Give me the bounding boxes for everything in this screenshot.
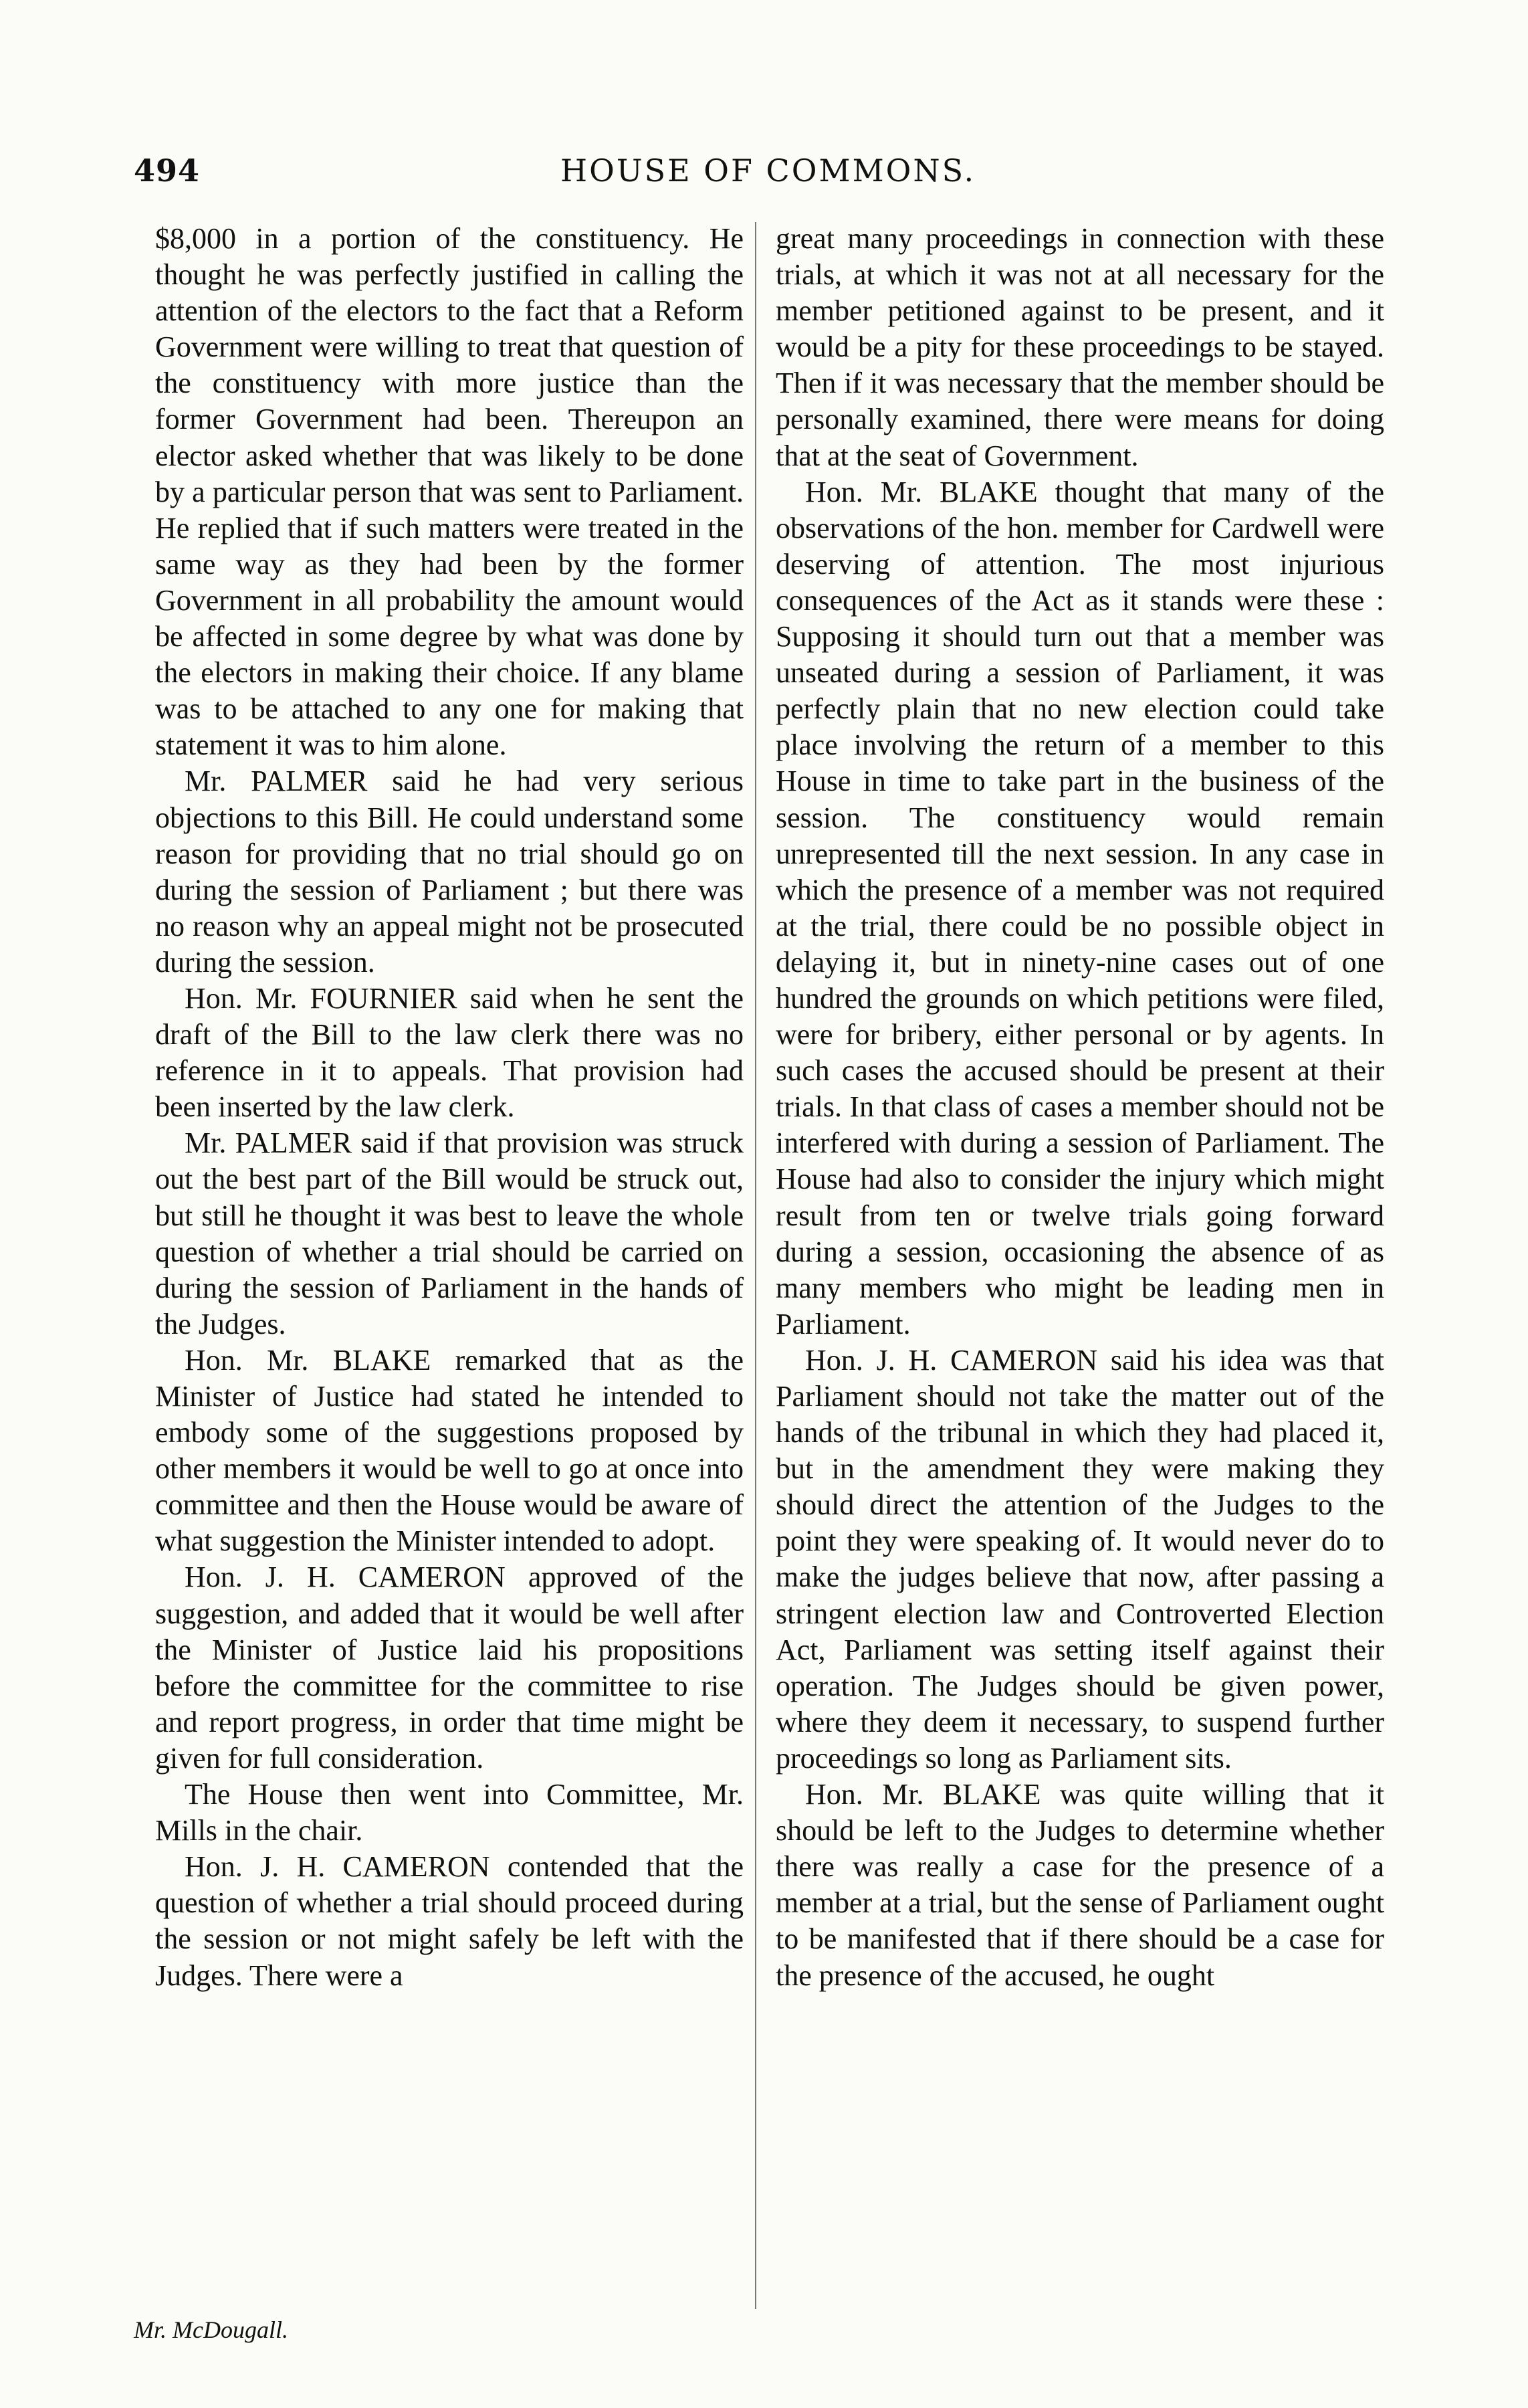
paragraph: The House then went into Committee, Mr. Mills in the chair.: [155, 1778, 744, 1847]
paragraph: Hon. J. H. CAMERON approved of the suggestion, and added that it would be well after the Minister of Justice laid his propositions before the committee for the committee to rise and report progress, in order that time might be given for full consideration.: [155, 1561, 744, 1775]
footer-signature: Mr. McDougall.: [134, 2316, 288, 2343]
paragraph: Hon. Mr. BLAKE was quite willing that it should be left to the Judges to determine whether there was really a case for the presence of a member at a trial, but the sense of Parliament ought to be manifested that if there should be a case for the presence of the accused, he ought: [776, 1778, 1384, 1992]
paragraph: Hon. J. H. CAMERON said his idea was that Parliament should not take the matter out of the hands of the tribunal in which they had placed it, but in the amendment they were making they should direct the attention of the Judges to the point they were speaking of. It would never do to make the judges believe that now, after passing a stringent election law and Controverted Election Act, Parliament was setting itself against their operation. The Judges should be given power, where they deem it necessary, to suspend further proceedings so long as Parliament sits.: [776, 1343, 1384, 1775]
page-number: 494: [134, 153, 201, 189]
paragraph: Hon. J. H. CAMERON contended that the question of whether a trial should proceed during the session or not might safely be left with the Judges. There were a: [155, 1850, 744, 1992]
running-title: HOUSE OF COMMONS.: [560, 153, 976, 189]
left-column: [155, 221, 744, 1994]
right-column: [776, 221, 1384, 1994]
paragraph: great many proceedings in connection with these trials, at which it was not at all necessary for the member petitioned against to be present, and it would be a pity for these proceedings to be stayed. Then if it was necessary that the member should be personally examined, there were means for doing that at the seat of Government.: [776, 222, 1384, 472]
paragraph: Hon. Mr. BLAKE remarked that as the Minister of Justice had stated he intended to embody some of the suggestions proposed by other members it would be well to go at once into committee and then the House would be aware of what suggestion the Minister intended to adopt.: [155, 1343, 744, 1558]
paragraph: Mr. PALMER said if that provision was struck out the best part of the Bill would be struck out, but still he thought it was best to leave the whole question of whether a trial should be carried on during the session of Parliament in the hands of the Judges.: [155, 1126, 744, 1340]
paragraph: Hon. Mr. FOURNIER said when he sent the draft of the Bill to the law clerk there was no reference in it to appeals. That provision had been inserted by the law clerk.: [155, 981, 744, 1124]
column-divider: [755, 222, 756, 2309]
paragraph: Mr. PALMER said he had very serious objections to this Bill. He could understand some reason for providing that no trial should go on during the session of Parliament ; but there was no reason why an appeal might not be prosecuted during the session.: [155, 765, 744, 979]
paragraph: Hon. Mr. BLAKE thought that many of the observations of the hon. member for Cardwell were deserving of attention. The most injurious consequences of the Act as it stands were these : Supposing it should turn out that a member was unseated during a session of Parliament, it was perfectly plain that no new election could take place involving the return of a member to this House in time to take part in the business of the session. The constituency would remain unrepresented till the next session. In any case in which the presence of a member was not required at the trial, there could be no possible object in delaying it, but in ninety-nine cases out of one hundred the grounds on which petitions were filed, were for bribery, either personal or by agents. In such cases the accused should be present at their trials. In that class of cases a member should not be interfered with during a session of Parliament. The House had also to consider the injury which might result from ten or twelve trials going forward during a session, occasioning the absence of as many members who might be leading men in Parliament.: [776, 475, 1384, 1340]
paragraph: $8,000 in a portion of the constituency. He thought he was perfectly justified in calling the attention of the electors to the fact that a Reform Government were willing to treat that question of the constituency with more justice than the former Government had been. Thereupon an elector asked whether that was likely to be done by a particular person that was sent to Parliament. He replied that if such matters were treated in the same way as they had been by the former Government in all probability the amount would be affected in some degree by what was done by the electors in making their choice. If any blame was to be attached to any one for making that statement it was to him alone.: [155, 222, 744, 762]
